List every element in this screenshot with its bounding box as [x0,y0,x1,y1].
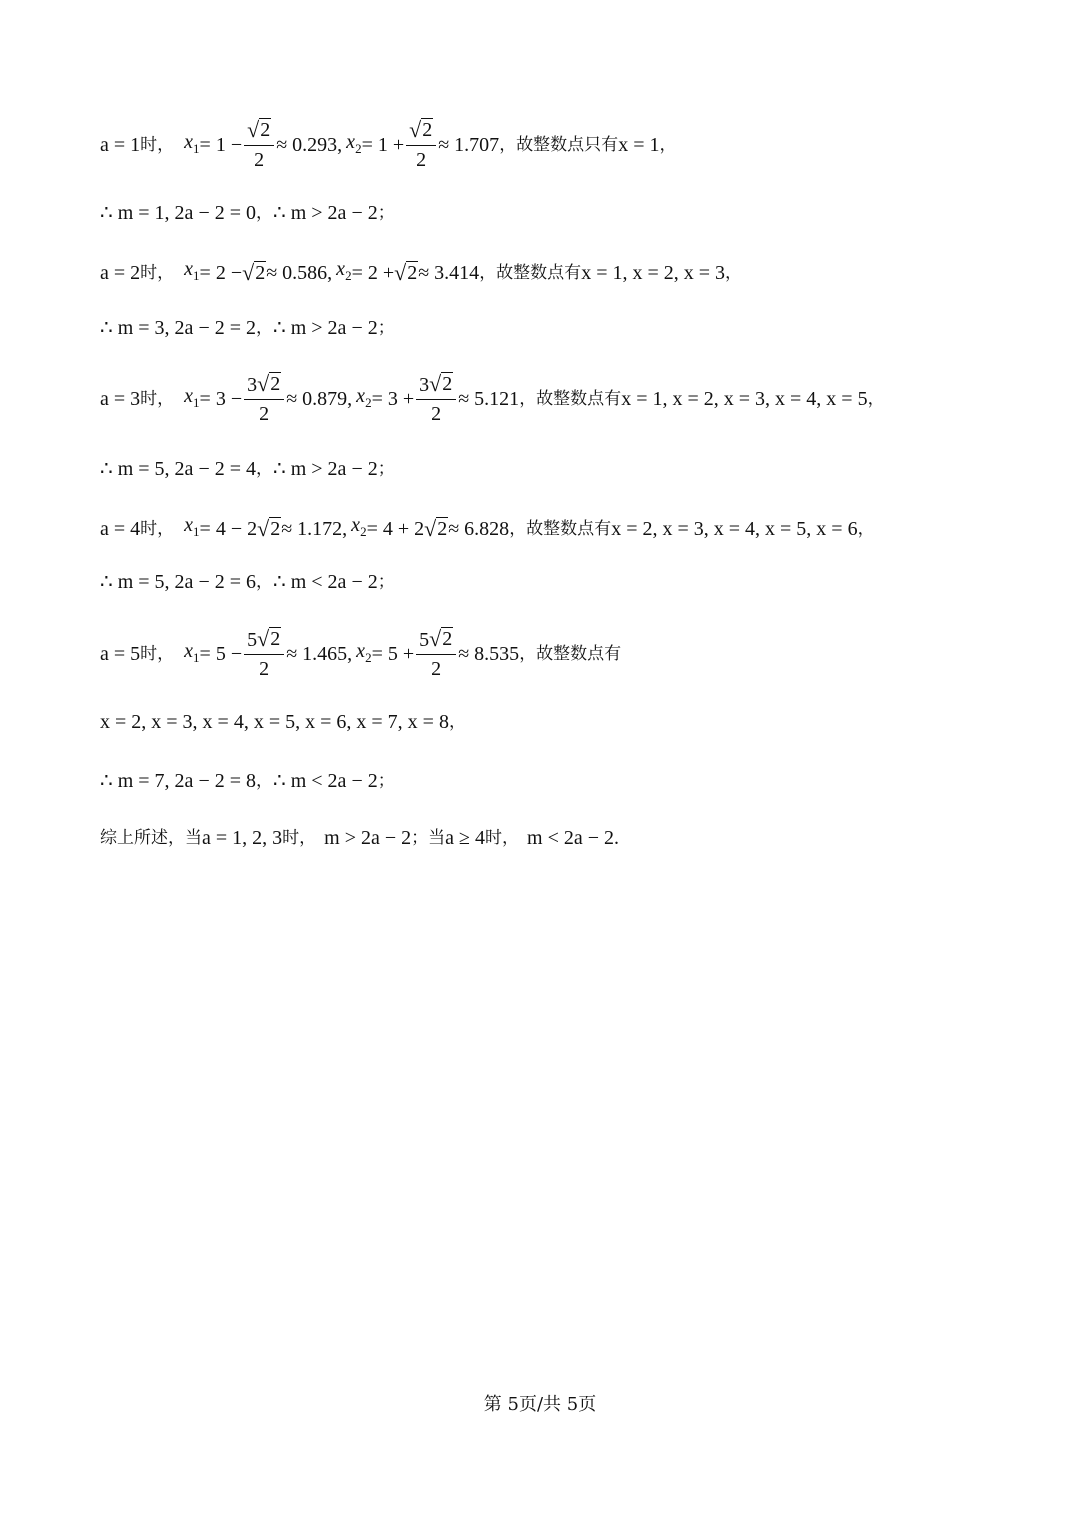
math-x1-eq: = 1 − [199,134,243,156]
text-summary-end: . [614,827,620,849]
text-tail: ，故整数点有 [519,644,622,664]
text-tail: ，故整数点有 [509,518,612,539]
math-a-eq: a = 4 [100,517,141,540]
math-x2-approx: ≈ 5.121 [458,388,520,410]
sqrt-2: √ 2 [394,259,418,285]
math-a-eq: a = 5 [100,643,141,665]
math-x2-approx: ≈ 3.414 [418,261,480,284]
text-semicolon: ； [377,572,395,592]
text-summary-3: ；当 [411,828,446,848]
text-tail: ，故整数点只有 [499,135,619,155]
math-x2-eq: = 2 + [351,261,395,284]
math-x1: $x_1$ [184,258,200,283]
therefore-line-4 [100,570,395,594]
math-therefore: ∴ m = 1, 2a − 2 = 0 [100,202,256,224]
text-tail: ，故整数点有 [479,262,582,283]
math-x1: $x_1$ [184,639,200,665]
math-conclusion: ∴ m > 2a − 2 [273,317,378,339]
math-tail: x = 1 [618,134,660,156]
sqrt-2: √ 2 [424,515,448,541]
math-x1: $x_1$ [184,130,200,156]
therefore-line-1 [100,201,395,225]
math-conclusion: ∴ m < 2a − 2 [273,770,378,792]
fraction-5sqrt2-over-2: 5 √ 2 2 [416,627,456,681]
math-integer-points: x = 2, x = 3, x = 4, x = 5, x = 6, x = 7, x = 8 [100,711,449,733]
text-comma: ， [256,771,273,791]
math-x2: $x_2$ [346,130,362,156]
solution-line-a2 [100,257,742,288]
math-x2-approx: ≈ 1.707 [438,134,500,156]
math-therefore: ∴ m = 5, 2a − 2 = 6 [100,571,256,593]
math-x2-eq: = 3 + [371,388,415,410]
math-therefore: ∴ m = 7, 2a − 2 = 8 [100,770,256,792]
therefore-line-5 [100,769,395,793]
math-summary-1: a = 1, 2, 3 [202,827,283,849]
therefore-line-2 [100,316,395,340]
fraction-sqrt2-over-2: √ 2 2 [406,118,436,172]
text-summary-1: 综上所述，当 [100,828,202,848]
math-x1-approx: ≈ 0.879, [286,388,353,410]
math-x2: $x_2$ [336,258,352,283]
math-therefore: ∴ m = 5, 2a − 2 = 4 [100,458,256,480]
text-comma: ， [256,459,273,479]
math-a-eq: a = 2 [100,261,141,284]
math-x2-eq: = 1 + [361,134,405,156]
text-end: ， [659,135,677,155]
solution-line-a4 [100,513,875,544]
solution-line-a1 [100,118,676,172]
text-summary-4: 时， [485,828,520,848]
text-shi: 时， [140,389,175,409]
solution-line-a3 [100,372,885,426]
text-tail: ，故整数点有 [519,389,622,409]
sqrt-2: √ 2 [257,515,281,541]
math-therefore: ∴ m = 3, 2a − 2 = 2 [100,317,256,339]
math-conclusion: ∴ m > 2a − 2 [273,202,378,224]
math-x1: $x_1$ [184,384,200,410]
fraction-3sqrt2-over-2: 3 √ 2 2 [244,372,284,426]
math-x1-eq: = 5 − [199,643,243,665]
math-x2: $x_2$ [356,639,372,665]
math-x2-approx: ≈ 6.828 [448,517,510,540]
math-summary-3: a ≥ 4 [445,827,486,849]
text-shi: 时， [140,135,175,155]
math-summary-2: m > 2a − 2 [324,827,412,849]
math-x1-approx: ≈ 0.586, [266,261,333,284]
math-x2-approx: ≈ 8.535 [458,643,520,665]
math-x2-eq: = 5 + [371,643,415,665]
text-shi: 时， [140,518,175,539]
text-semicolon: ； [377,459,395,479]
math-tail: x = 1, x = 2, x = 3 [581,261,726,284]
text-shi: 时， [140,644,175,664]
math-conclusion: ∴ m < 2a − 2 [273,571,378,593]
fraction-sqrt2-over-2: √ 2 2 [244,118,274,172]
text-comma: ， [256,572,273,592]
text-semicolon: ； [377,771,395,791]
sqrt-2: √ 2 [242,259,266,285]
page-footer: 第 5页/共 5页 [483,1394,597,1415]
math-conclusion: ∴ m > 2a − 2 [273,458,378,480]
math-tail: x = 2, x = 3, x = 4, x = 5, x = 6 [611,517,858,540]
math-a-eq: a = 1 [100,134,141,156]
text-end: ， [857,518,875,539]
math-x1-eq: = 4 − 2 [199,517,258,540]
solution-line-a5 [100,627,621,681]
text-shi: 时， [140,262,175,283]
fraction-5sqrt2-over-2: 5 √ 2 2 [244,627,284,681]
math-x2: $x_2$ [351,514,367,539]
text-semicolon: ； [377,203,395,223]
integer-points-line [100,710,466,734]
math-summary-4: m < 2a − 2 [527,827,615,849]
math-x1-eq: = 3 − [199,388,243,410]
text-end: ， [448,712,466,732]
text-semicolon: ； [377,318,395,338]
math-x1-approx: ≈ 1.172, [281,517,348,540]
summary-line [100,826,619,850]
text-comma: ， [256,203,273,223]
fraction-3sqrt2-over-2: 3 √ 2 2 [416,372,456,426]
text-comma: ， [256,318,273,338]
math-x1: $x_1$ [184,514,200,539]
math-x1-eq: = 2 − [199,261,243,284]
math-x1-approx: ≈ 0.293, [276,134,343,156]
math-x2-eq: = 4 + 2 [366,517,425,540]
text-summary-2: 时， [282,828,317,848]
text-end: ， [867,389,885,409]
therefore-line-3 [100,457,395,481]
math-tail: x = 1, x = 2, x = 3, x = 4, x = 5 [621,388,868,410]
math-x2: $x_2$ [356,384,372,410]
math-x1-approx: ≈ 1.465, [286,643,353,665]
text-end: ， [725,262,743,283]
math-a-eq: a = 3 [100,388,141,410]
